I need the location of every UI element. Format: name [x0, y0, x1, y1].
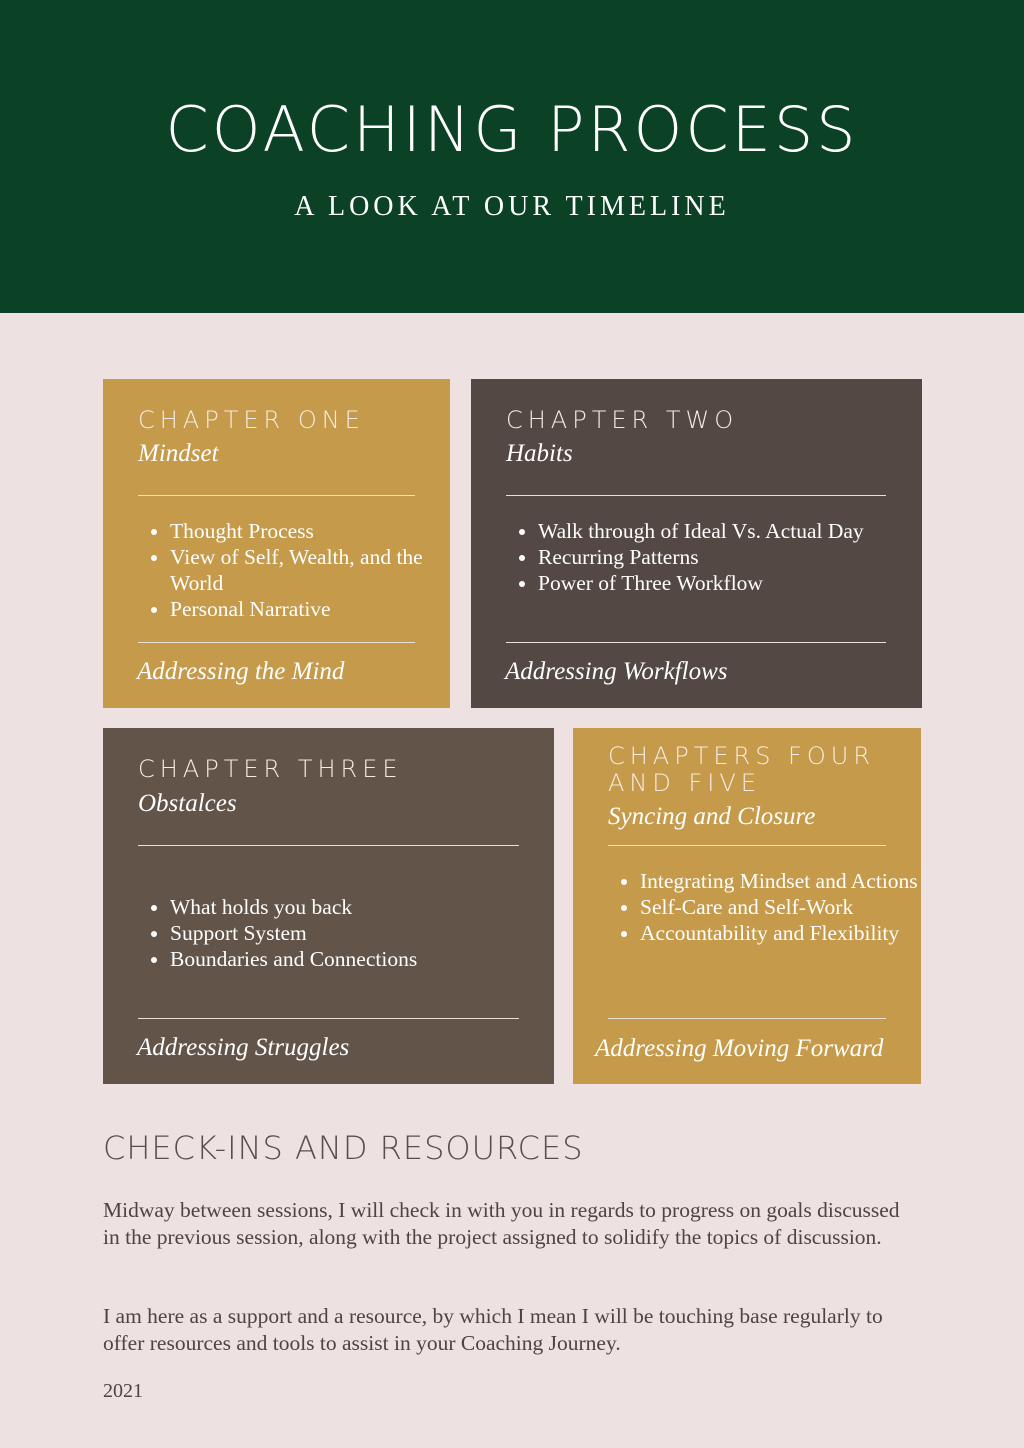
list-item: • Support System	[170, 920, 551, 946]
checkins-title: CHECK-INS AND RESOURCES	[103, 1129, 584, 1167]
list-item: • Integrating Mindset and Actions	[640, 868, 920, 894]
list-item: • Thought Process	[170, 518, 447, 544]
chapter-one-card	[103, 379, 450, 708]
chapter-topics	[608, 868, 920, 946]
chapter-footer: Addressing Struggles	[137, 1034, 350, 1061]
chapter-footer: Addressing the Mind	[137, 658, 345, 685]
year-label: 2021	[103, 1380, 143, 1402]
chapter-label: CHAPTERS FOUR AND FIVE	[608, 742, 875, 797]
chapter-topics	[138, 518, 447, 622]
chapter-label: CHAPTER TWO	[506, 406, 739, 434]
header-banner	[0, 0, 1024, 313]
chapter-subtitle: Habits	[506, 440, 573, 467]
chapter-topics	[138, 894, 551, 972]
divider	[506, 642, 886, 643]
checkins-paragraph: Midway between sessions, I will check in with you in regards to progress on goals discussed in the previous session, along with the project assigned to solidify the topics of discussion.	[103, 1198, 900, 1249]
list-item: • View of Self, Wealth, and the World	[170, 544, 447, 596]
list-item: • Walk through of Ideal Vs. Actual Day	[538, 518, 898, 544]
list-item: • Self-Care and Self-Work	[640, 894, 920, 920]
list-item: • Accountability and Flexibility	[640, 920, 920, 946]
divider	[608, 845, 886, 846]
page-title: COACHING PROCESS	[165, 93, 859, 166]
chapter-subtitle: Obstalces	[138, 790, 237, 817]
list-item: • What holds you back	[170, 894, 551, 920]
resources-paragraph: I am here as a support and a resource, by which I mean I will be touching base regularly to offer resources and tools to assist in your Coaching Journey.	[103, 1304, 883, 1355]
divider	[138, 1018, 519, 1019]
chapter-footer: Addressing Moving Forward	[595, 1035, 884, 1062]
chapter-two-card	[471, 379, 922, 708]
chapter-subtitle: Mindset	[138, 440, 219, 467]
chapter-subtitle: Syncing and Closure	[608, 803, 816, 830]
list-item: • Recurring Patterns	[538, 544, 898, 570]
list-item: • Boundaries and Connections	[170, 946, 551, 972]
divider	[138, 845, 519, 846]
chapter-label: CHAPTER ONE	[138, 406, 365, 434]
chapter-footer: Addressing Workflows	[505, 658, 728, 685]
chapter-three-card	[103, 728, 554, 1084]
chapter-topics	[506, 518, 898, 596]
divider	[138, 642, 415, 643]
divider	[138, 495, 415, 496]
chapter-label: CHAPTER THREE	[138, 755, 403, 783]
divider	[608, 1018, 886, 1019]
list-item: • Power of Three Workflow	[538, 570, 898, 596]
page-subtitle: A LOOK AT OUR TIMELINE	[294, 191, 730, 222]
list-item: • Personal Narrative	[170, 596, 447, 622]
chapter-four-five-card	[573, 728, 921, 1084]
divider	[506, 495, 886, 496]
